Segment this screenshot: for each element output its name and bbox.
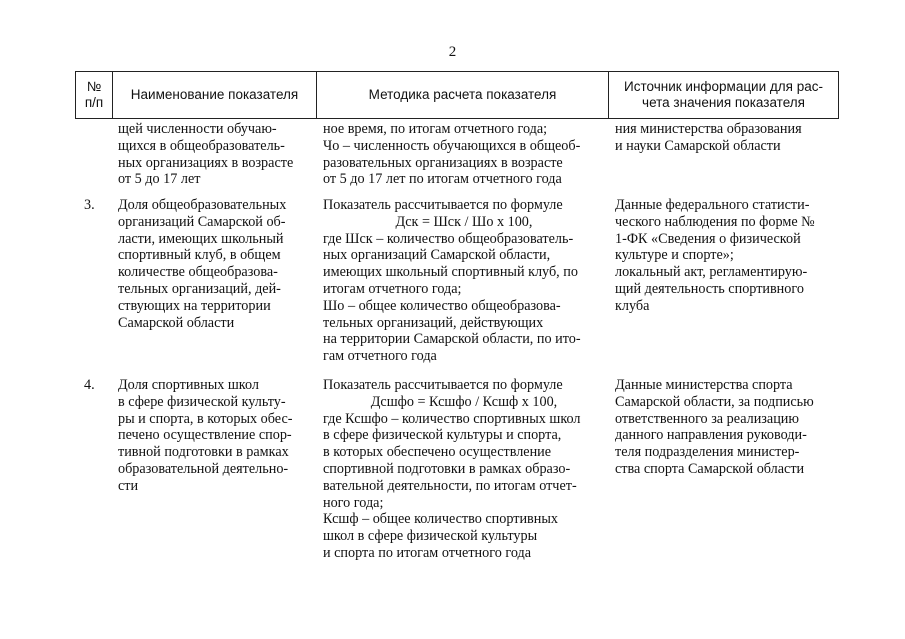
row-4-method-formula: Дсшфо = Ксшфо / Ксшф х 100, [370, 393, 558, 410]
row-1-method [323, 121, 605, 188]
row-3-method-formula: Дск = Шск / Шо х 100, [395, 213, 533, 230]
row-1-source: ния министерства образования и науки Самарской области [615, 121, 802, 154]
header-col-source: Источник информации для рас- чета значения показателя [624, 79, 823, 110]
header-col-name: Наименование показателя [130, 87, 299, 102]
row-3-name: Доля общеобразовательных организаций Самарской об- ласти, имеющих школьный спортивный клуб, в общем количестве общеобразова- тельных организаций, дей- ствующих на территории Самарской области [118, 197, 287, 331]
row-1-method-line-1: ное время, по итогам отчетного года; [323, 121, 548, 137]
header-col-method: Методика расчета показателя [368, 87, 557, 102]
row-4-name: Доля спортивных школ в сфере физической культу- ры и спорта, в которых обес- печено осуществление спор- тивной подготовки в рамках образовательной деятельно- сти [118, 377, 293, 494]
header-right-border [838, 71, 839, 119]
row-1-name: щей численности обучаю- щихся в общеобразователь- ных организациях в возрасте от 5 до 17 лет [118, 121, 294, 188]
row-3-method-description: где Шск – количество общеобразователь- ных организаций Самарской области, имеющих школьный спортивный клуб, по итогам отчетного года; Шо – общее количество общеобразова- тельных организаций, действующих на территории Самарской области, по ито- гам отчетного года [323, 230, 581, 365]
header-col-number: № п/п [84, 79, 104, 110]
row-4-number: 4. [84, 377, 95, 393]
row-1-method-line-4: от 5 до 17 лет по итогам отчетного года [323, 171, 562, 188]
page-number: 2 [448, 44, 457, 60]
header-bottom-border [75, 118, 839, 119]
row-3-source: Данные федерального статисти- ческого наблюдения по форме № 1-ФК «Сведения о физической культуре и спорте»; локальный акт, регламентирую- щий деятельность спортивного клуба [615, 197, 815, 314]
row-4-source: Данные министерства спорта Самарской области, за подписью ответственного за реализацию данного направления руководи- теля подразделения министер- ства спорта Самарской области [615, 377, 814, 477]
row-4-method-intro: Показатель рассчитывается по формуле [323, 377, 563, 393]
row-3-number: 3. [84, 197, 95, 213]
row-1-method-line-2: Чо – численность обучающихся в общеоб- [323, 137, 581, 154]
row-1-method-line-3: разовательных организациях в возрасте [323, 154, 563, 171]
row-3-method-intro: Показатель рассчитывается по формуле [323, 197, 563, 213]
row-3-method [323, 197, 605, 365]
row-4-method-description: где Ксшфо – количество спортивных школ в сфере физической культуры и спорта, в которых обеспечено осуществление спортивной подготовки в рамках образо- вательной деятельности, по итогам отчет- ного года; Ксшф – общее количество спортивных школ в сфере физической культуры и спорта по итогам отчетного года [323, 410, 581, 561]
row-4-method [323, 377, 605, 562]
